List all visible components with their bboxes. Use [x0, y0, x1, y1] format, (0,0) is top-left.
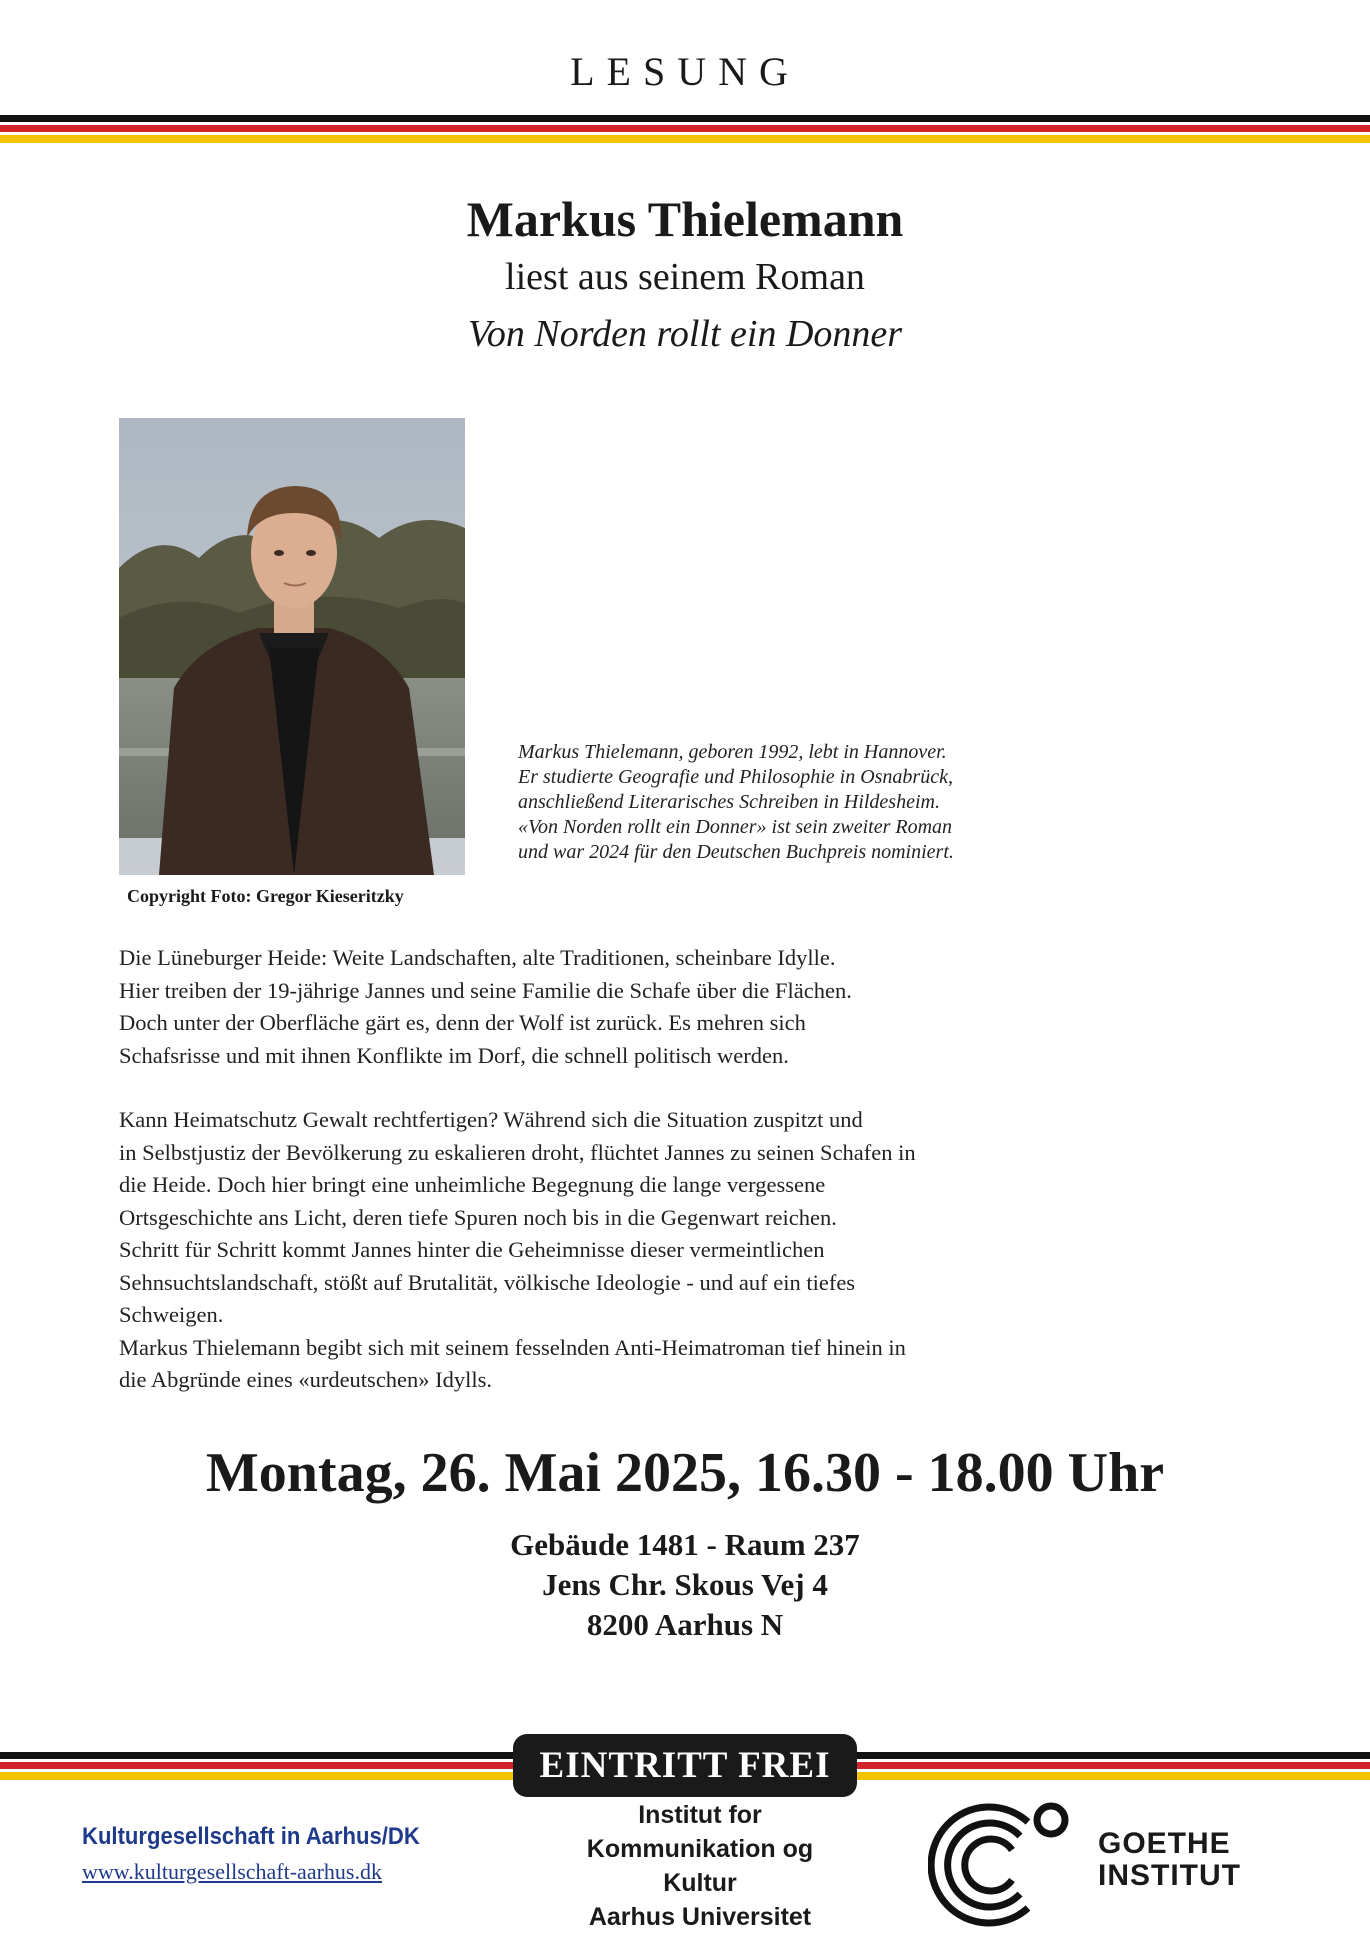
text-line: Schafsrisse und mit ihnen Konflikte im Dorf, die schnell politisch werden.	[119, 1042, 789, 1068]
text-line: die Abgründe eines «urdeutschen» Idylls.	[119, 1367, 493, 1392]
author-photo	[119, 418, 465, 875]
institute-line: Institut for	[638, 1801, 762, 1829]
bio-line: Markus Thielemann, geboren 1992, lebt in Hannover.	[518, 741, 947, 763]
location-line: 8200 Aarhus N	[586, 1607, 784, 1642]
goethe-word: GOETHE	[1098, 1827, 1231, 1860]
goethe-institut-wordmark	[1098, 1828, 1241, 1892]
author-name: Markus Thielemann	[466, 191, 904, 247]
event-type-label: LESUNG	[570, 49, 800, 94]
goethe-logo-icon	[928, 1800, 1078, 1930]
flag-stripes-top	[0, 115, 1370, 143]
institute-line: Aarhus Universitet	[588, 1903, 812, 1931]
text-line: Hier treiben der 19-jährige Jannes und seine Familie die Schafe über die Flächen.	[119, 977, 852, 1003]
photo-credit: Copyright Foto: Gregor Kieseritzky	[127, 886, 404, 906]
text-line: Doch unter der Oberfläche gärt es, denn der Wolf ist zurück. Es mehren sich	[119, 1010, 806, 1035]
institute-name	[540, 1798, 860, 1934]
text-line: Markus Thielemann begibt sich mit seinem fesselnden Anti-Heimatroman tief hinein in	[119, 1334, 906, 1360]
text-line: Schweigen.	[119, 1302, 224, 1327]
text-line: Kann Heimatschutz Gewalt rechtfertigen? Während sich die Situation zuspitzt und	[119, 1107, 863, 1132]
event-datetime: Montag, 26. Mai 2025, 16.30 - 18.00 Uhr	[205, 1442, 1165, 1504]
institut-word: INSTITUT	[1098, 1859, 1241, 1892]
text-line: in Selbstjustiz der Bevölkerung zu eskalieren droht, flüchtet Jannes zu seinen Schafen in	[119, 1139, 916, 1165]
bio-line: anschließend Literarisches Schreiben in Hildesheim.	[518, 791, 940, 813]
author-bio	[518, 740, 1078, 865]
description-paragraph-1	[119, 942, 1119, 1072]
text-line: Sehnsuchtslandschaft, stößt auf Brutalität, völkische Ideologie - und auf ein tiefes	[119, 1269, 856, 1295]
text-line: Die Lüneburger Heide: Weite Landschaften, alte Traditionen, scheinbare Idylle.	[119, 945, 836, 970]
kulturgesellschaft-link[interactable]: www.kulturgesellschaft-aarhus.dk	[82, 1859, 382, 1884]
text-line: Schritt für Schritt kommt Jannes hinter die Geheimnisse dieser vermeintlichen	[119, 1237, 825, 1262]
location-line: Jens Chr. Skous Vej 4	[542, 1567, 828, 1602]
bio-line: Er studierte Geografie und Philosophie in Osnabrück,	[518, 766, 953, 788]
event-location	[0, 1525, 1370, 1645]
kulturgesellschaft-name: Kulturgesellschaft in Aarhus/DK	[82, 1823, 420, 1850]
text-line: die Heide. Doch hier bringt eine unheimliche Begegnung die lange vergessene	[119, 1172, 826, 1197]
text-line: Ortsgeschichte ans Licht, deren tiefe Spuren noch bis in die Gegenwart reichen.	[119, 1204, 837, 1230]
bio-line: und war 2024 für den Deutschen Buchpreis nominiert.	[518, 841, 954, 863]
description-paragraph-2	[119, 1104, 1119, 1397]
book-title: Von Norden rollt ein Donner	[467, 313, 903, 355]
institute-line: Kultur	[663, 1869, 737, 1897]
free-admission-badge: EINTRITT FREI	[513, 1734, 857, 1797]
reading-subtitle: liest aus seinem Roman	[505, 256, 865, 298]
location-line: Gebäude 1481 - Raum 237	[510, 1527, 860, 1562]
institute-line: Kommunikation og	[586, 1835, 814, 1863]
bio-line: «Von Norden rollt ein Donner» ist sein zweiter Roman	[518, 816, 953, 838]
